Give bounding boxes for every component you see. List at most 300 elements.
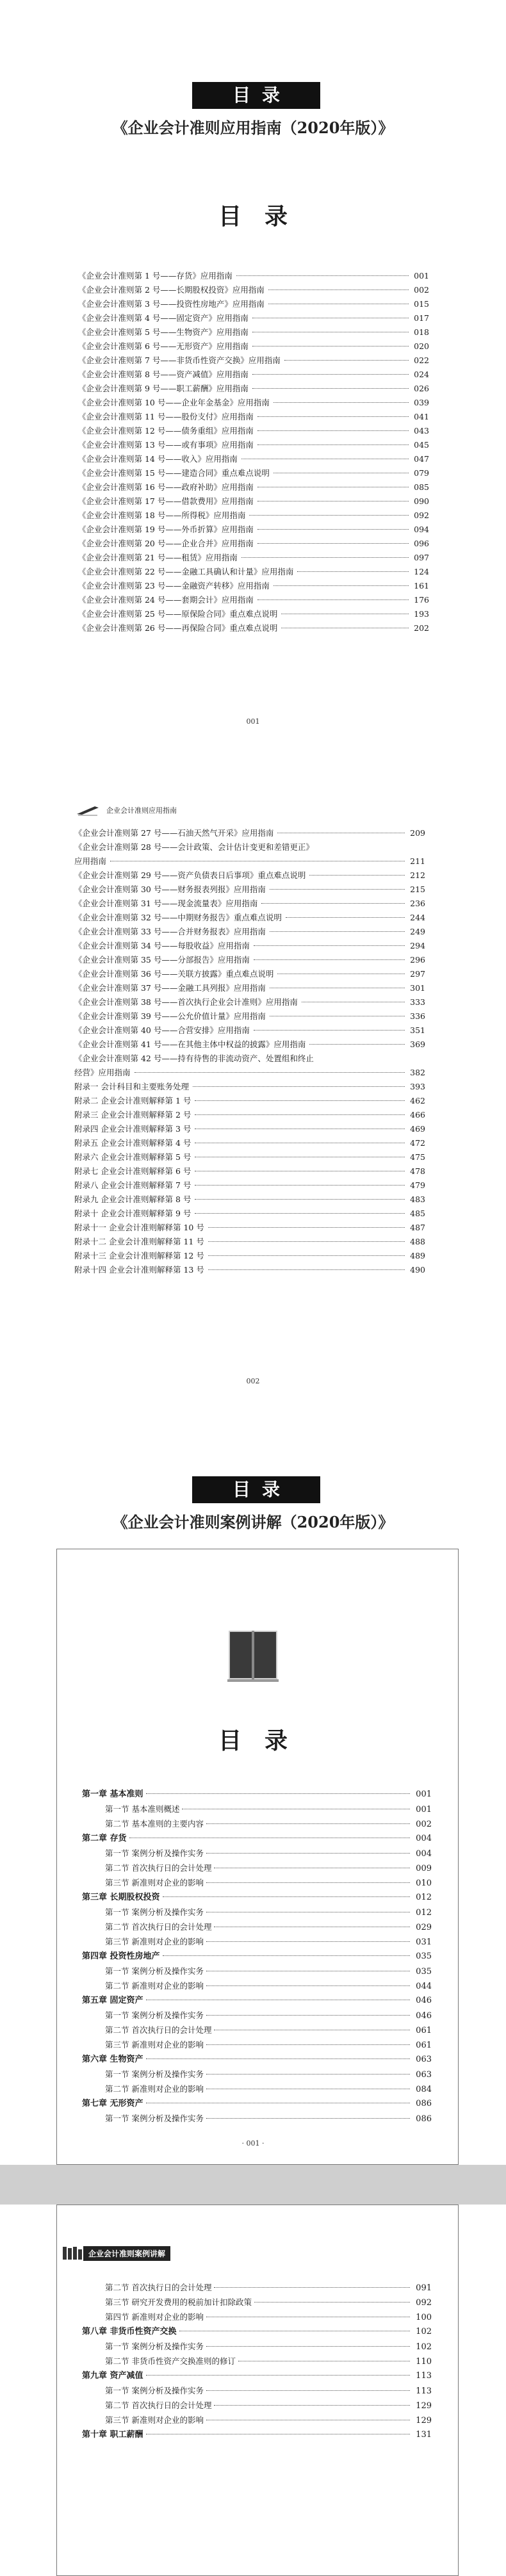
toc-entry-page: 129 [416,2416,432,2425]
toc-entry-page: 483 [410,1194,425,1204]
toc-entry-title: 第一节 案例分析及操作实务 [105,1907,204,1917]
toc-entry [78,438,429,452]
toc-entry [74,1066,425,1080]
running-head-1 [76,804,177,817]
toc-entry [78,494,429,509]
toc-section [82,2082,432,2096]
dot-leader [206,1985,410,1986]
dot-leader [206,2044,410,2045]
toc-entry-title: 第六章 生物资产 [82,2055,143,2064]
toc-entry-page: 488 [410,1237,425,1246]
toc-entry [74,1249,425,1263]
dot-leader [270,931,405,932]
toc-section [82,1905,432,1920]
toc-entry-title: 《企业会计准则第 14 号——收入》应用指南 [78,454,238,464]
toc-entry-page: 113 [416,2386,432,2396]
toc-entry-page: 043 [414,426,429,436]
toc-entry-title: 第三节 研究开发费用的税前加计扣除政策 [105,2297,252,2307]
dot-leader [214,2287,410,2288]
toc-entry-title: 附录十 企业会计准则解释第 9 号 [74,1209,192,1218]
dot-leader [208,1227,405,1228]
toc-entry [74,981,425,995]
dot-leader [208,1269,405,1270]
toc-entry-page: 209 [410,828,425,838]
toc-entry [74,1164,425,1178]
dot-leader [254,945,405,946]
toc-entry [74,967,425,981]
dot-leader [163,1896,410,1897]
toc-entry [74,1136,425,1150]
toc-entry [74,1178,425,1193]
toc-entry-title: 第四节 新准则对企业的影响 [105,2312,204,2322]
toc-entry-title: 《企业会计准则第 36 号——关联方披露》重点难点说明 [74,969,274,979]
toc-entry [78,410,429,424]
toc-entry [74,925,425,939]
dot-leader [273,402,409,403]
toc-entry [78,297,429,311]
toc-entry-title: 附录十四 企业会计准则解释第 13 号 [74,1265,204,1275]
toc-entry-page: 294 [410,941,425,950]
toc-entry-page: 466 [410,1110,425,1120]
toc-entry-page: 047 [414,454,429,464]
book-title-1: 《企业会计准则应用指南（2020年版）》 [112,118,394,137]
toc-entry-page: 031 [416,1937,432,1947]
toc-entry-page: 129 [416,2401,432,2411]
toc-entry-title: 附录六 企业会计准则解释第 5 号 [74,1152,192,1162]
toc-entry-page: 061 [416,2026,432,2035]
toc-entry [74,939,425,953]
dot-leader [193,1086,405,1087]
toc-entry [74,1193,425,1207]
toc-section [82,1875,432,1890]
toc-entry-page: 487 [410,1223,425,1232]
toc-entry [78,339,429,354]
toc-entry-title: 附录一 会计科目和主要账务处理 [74,1082,189,1091]
dot-leader [270,889,405,890]
toc-entry-page: 004 [416,1849,432,1859]
toc-entry-page: 094 [414,525,429,534]
toc-entry-title: 《企业会计准则第 34 号——每股收益》应用指南 [74,941,250,950]
dot-leader [206,2074,410,2075]
page-number-1: 001 [246,717,260,726]
toc-entry-title: 第二节 首次执行日的会计处理 [105,1863,212,1873]
toc-entry [78,269,429,283]
toc-section [82,1934,432,1949]
toc-section [82,2023,432,2037]
toc-banner-2: 目录 [192,1476,320,1503]
toc-entry [78,283,429,297]
book-icon [221,1627,285,1684]
toc-entry [74,883,425,897]
dot-leader [195,1213,405,1214]
toc-entry [78,325,429,339]
toc-chapter [82,1787,432,1802]
toc-entry [74,1023,425,1038]
toc-banner-1: 目录 [192,82,320,109]
toc-entry-page: 382 [410,1068,425,1077]
toc-entry-page: 009 [416,1864,432,1873]
toc-entry [74,1052,425,1066]
toc-entry-title: 附录三 企业会计准则解释第 2 号 [74,1110,192,1120]
toc-entry-page: 012 [416,1908,432,1918]
dot-leader [206,1882,410,1883]
toc-entry-page: 202 [414,623,429,633]
running-head-2 [61,2246,170,2261]
toc-chapter [82,2096,432,2111]
toc-entry-page: 102 [416,2327,432,2336]
toc-entry-title: 《企业会计准则第 5 号——生物资产》应用指南 [78,327,249,337]
toc-entry-title: 第三节 新准则对企业的影响 [105,1937,204,1946]
toc-entry [78,480,429,494]
dot-leader [146,1793,410,1794]
toc-entry-title: 第二节 首次执行日的会计处理 [105,2401,212,2410]
toc-section [82,1861,432,1875]
toc-entry-title: 《企业会计准则第 38 号——首次执行企业会计准则》应用指南 [74,997,298,1007]
toc-entry-page: 001 [416,1805,432,1814]
toc-entry-page: 479 [410,1180,425,1190]
toc-entry-page: 086 [416,2099,432,2108]
toc-entry [78,621,429,635]
toc-entry-title: 《企业会计准则第 37 号——金融工具列报》应用指南 [74,983,266,993]
toc-section [82,1802,432,1816]
toc-entry-title: 第三节 新准则对企业的影响 [105,1878,204,1887]
toc-entry [78,466,429,480]
toc-entry-title: 第七章 无形资产 [82,2099,143,2108]
dot-leader [252,388,409,389]
toc-entry-page: 024 [414,370,429,379]
toc-section [82,1920,432,1934]
page-number-3: · 001 · [241,2139,265,2148]
toc-section [82,2339,432,2354]
toc-entry [74,995,425,1009]
toc-entry-page: 061 [416,2041,432,2050]
toc-entry [78,368,429,382]
toc-entry-title: 《企业会计准则第 4 号——固定资产》应用指南 [78,313,249,323]
toc-entry [78,382,429,396]
toc-section [82,2295,432,2310]
toc-chapter [82,1993,432,2008]
toc-entry-title: 第二节 基本准则的主要内容 [105,1819,204,1829]
toc-entry-title: 附录十二 企业会计准则解释第 11 号 [74,1237,204,1246]
toc-entry-title: 《企业会计准则第 39 号——公允价值计量》应用指南 [74,1011,266,1021]
toc-entry-page: 092 [414,510,429,520]
toc-entry-title: 第三章 长期股权投资 [82,1893,160,1902]
toc-chapter [82,2052,432,2067]
toc-entry-title: 《企业会计准则第 18 号——所得税》应用指南 [78,510,246,520]
toc-entry-page: 092 [416,2298,432,2308]
toc-entry-title: 《企业会计准则第 20 号——企业合并》应用指南 [78,539,254,548]
toc-entry-page: 244 [410,913,425,922]
toc-entry-title: 第一节 基本准则概述 [105,1804,180,1814]
toc-entry-page: 102 [416,2342,432,2352]
dot-leader [257,599,409,600]
toc-section [82,1846,432,1861]
toc-entry-title: 《企业会计准则第 40 号——合营安排》应用指南 [74,1025,250,1035]
toc-entry-page: 369 [410,1039,425,1049]
toc-entry-page: 100 [416,2313,432,2322]
toc-entry-title: 第四章 投资性房地产 [82,1952,160,1961]
toc-entry-title: 第八章 非货币性资产交换 [82,2327,177,2336]
toc-entry-title: 附录十一 企业会计准则解释第 10 号 [74,1223,204,1232]
toc-section [82,1816,432,1831]
toc-entry [74,953,425,967]
toc-entry-title: 第十章 职工薪酬 [82,2430,143,2440]
toc-entry-title: 第二节 首次执行日的会计处理 [105,1922,212,1932]
toc-entry-page: 017 [414,313,429,323]
toc-entry-page: 490 [410,1265,425,1275]
dot-leader [146,2058,410,2059]
toc-heading-2: 目录 [218,1727,311,1754]
toc-entry [74,1263,425,1277]
toc-entry-page: 113 [416,2371,432,2381]
toc-entry-page: 020 [414,341,429,351]
dot-leader [206,2390,410,2391]
toc-entry-title: 《企业会计准则第 17 号——借款费用》应用指南 [78,496,254,506]
toc-section [82,2383,432,2398]
toc-entry-title: 《企业会计准则第 26 号——再保险合同》重点难点说明 [78,623,278,633]
toc-entry-title: 第一节 案例分析及操作实务 [105,2342,204,2351]
pen-logo-icon [76,804,101,817]
toc-entry [78,396,429,410]
dot-leader [257,416,409,417]
toc-entry-title: 《企业会计准则第 16 号——政府补助》应用指南 [78,482,254,492]
running-head-title: 企业会计准则案例讲解 [83,2246,170,2261]
dot-leader [257,529,409,530]
dot-leader [206,1823,410,1824]
toc-entry-title: 第二章 存货 [82,1834,127,1843]
dot-leader [214,2405,410,2406]
toc-entry-title: 附录七 企业会计准则解释第 6 号 [74,1166,192,1176]
dot-leader [163,1955,410,1956]
dot-leader [257,543,409,544]
toc-section [82,2413,432,2427]
toc-entry [78,565,429,579]
page-number-2: 002 [246,1377,260,1385]
toc-entry [74,911,425,925]
toc-section [82,1964,432,1978]
toc-entry-page: 336 [410,1011,425,1021]
dot-leader [297,571,409,572]
toc-entry-title: 《企业会计准则第 13 号——或有事项》应用指南 [78,440,254,450]
toc-entry-page: 472 [410,1138,425,1148]
toc-entry-page: 215 [410,884,425,894]
toc-entry [74,1207,425,1221]
dot-leader [273,585,409,586]
toc-list-2 [74,826,425,1277]
toc-entry-title: 附录二 企业会计准则解释第 1 号 [74,1096,192,1105]
toc-entry [78,424,429,438]
toc-entry-title: 第一节 案例分析及操作实务 [105,2069,204,2079]
toc-section [82,1978,432,1993]
dot-leader [257,444,409,445]
toc-entry-page: 469 [410,1124,425,1134]
toc-entry [74,897,425,911]
toc-entry-page: 022 [414,355,429,365]
dot-leader [254,959,405,960]
toc-entry-title: 第二节 首次执行日的会计处理 [105,2025,212,2035]
toc-entry-page: 029 [416,1923,432,1932]
dot-leader [195,1185,405,1186]
toc-entry-title: 附录四 企业会计准则解释第 3 号 [74,1124,192,1134]
dot-leader [146,2375,410,2376]
dot-leader [252,374,409,375]
dot-leader [195,1100,405,1101]
toc-entry-title: 《企业会计准则第 32 号——中期财务报告》重点难点说明 [74,913,282,922]
toc-entry-page: 297 [410,969,425,979]
dot-leader [135,1072,405,1073]
toc-entry-page: 039 [414,398,429,407]
toc-entry-title: 《企业会计准则第 9 号——职工薪酬》应用指南 [78,384,249,393]
toc-entry-title: 附录五 企业会计准则解释第 4 号 [74,1138,192,1148]
toc-list-4 [82,2280,432,2442]
dot-leader [249,515,409,516]
toc-entry-page: 010 [416,1879,432,1888]
toc-entry-title: 经营》应用指南 [74,1068,131,1077]
toc-entry-page: 063 [416,2055,432,2064]
toc-entry-page: 301 [410,983,425,993]
toc-entry-page: 161 [414,581,429,591]
toc-entry-title: 《企业会计准则第 12 号——债务重组》应用指南 [78,426,254,436]
toc-entry [74,840,425,854]
toc-entry [74,1080,425,1094]
dot-leader [257,430,409,431]
toc-chapter [82,2427,432,2442]
toc-entry-title: 《企业会计准则第 15 号——建造合同》重点难点说明 [78,468,270,478]
toc-section [82,2037,432,2052]
dot-leader [309,1044,405,1045]
toc-entry-page: 485 [410,1209,425,1218]
dot-leader [206,2346,410,2347]
toc-entry-page: 015 [414,299,429,309]
toc-entry [78,537,429,551]
toc-entry-page: 236 [410,899,425,908]
toc-entry-page: 096 [414,539,429,548]
toc-entry-page: 489 [410,1251,425,1260]
dot-leader [195,1199,405,1200]
toc-entry [78,509,429,523]
toc-entry-page: 046 [416,1996,432,2005]
running-head-title: 企业会计准则应用指南 [106,806,177,815]
toc-entry [74,826,425,840]
toc-entry-page: 249 [410,927,425,936]
page-gap [0,2165,506,2205]
toc-entry-title: 第九章 资产减值 [82,2371,143,2381]
toc-entry-title: 《企业会计准则第 2 号——长期股权投资》应用指南 [78,285,265,295]
toc-entry-page: 193 [414,609,429,619]
toc-entry-title: 《企业会计准则第 19 号——外币折算》应用指南 [78,525,254,534]
toc-entry-page: 001 [414,271,429,281]
toc-entry-title: 第三节 新准则对企业的影响 [105,2415,204,2425]
toc-list-3 [82,1787,432,2126]
toc-entry-page: 002 [416,1820,432,1829]
toc-entry-page: 012 [416,1893,432,1902]
toc-entry [78,607,429,621]
toc-entry-title: 《企业会计准则第 3 号——投资性房地产》应用指南 [78,299,265,309]
toc-entry-title: 附录十三 企业会计准则解释第 12 号 [74,1251,204,1260]
toc-entry [74,1094,425,1108]
toc-entry-title: 第一节 案例分析及操作实务 [105,1966,204,1976]
toc-entry-title: 第二节 首次执行日的会计处理 [105,2283,212,2292]
toc-section [82,2008,432,2023]
toc-entry-title: 《企业会计准则第 25 号——原保险合同》重点难点说明 [78,609,278,619]
toc-entry [78,452,429,466]
toc-list-1 [78,269,429,635]
toc-entry [74,854,425,868]
toc-entry-page: 296 [410,955,425,965]
dot-leader [284,360,409,361]
toc-entry-page: 097 [414,553,429,562]
toc-entry-title: 附录九 企业会计准则解释第 8 号 [74,1194,192,1204]
toc-entry-title: 《企业会计准则第 28 号——会计政策、会计估计变更和差错更正》 [74,842,314,852]
dot-leader [236,275,409,276]
dot-leader [261,903,405,904]
toc-entry [74,1009,425,1023]
toc-entry-page: 041 [414,412,429,421]
toc-entry [78,523,429,537]
toc-section [82,2067,432,2082]
dot-leader [309,875,405,876]
dot-leader [206,1853,410,1854]
toc-entry-title: 《企业会计准则第 6 号——无形资产》应用指南 [78,341,249,351]
toc-entry-page: 004 [416,1834,432,1843]
dot-leader [286,917,405,918]
toc-entry-page: 124 [414,567,429,576]
toc-entry-title: 第一节 案例分析及操作实务 [105,2386,204,2395]
toc-entry-title: 《企业会计准则第 24 号——套期会计》应用指南 [78,595,254,605]
toc-entry [74,1150,425,1164]
toc-entry-page: 462 [410,1096,425,1105]
toc-entry-title: 《企业会计准则第 41 号——在其他主体中权益的披露》应用指南 [74,1039,306,1049]
dot-leader [254,1030,405,1031]
toc-entry-title: 第一节 案例分析及操作实务 [105,2010,204,2020]
toc-entry-page: 084 [416,2085,432,2094]
toc-entry [78,579,429,593]
toc-entry [78,354,429,368]
toc-entry-title: 《企业会计准则第 8 号——资产减值》应用指南 [78,370,249,379]
toc-section [82,2280,432,2295]
dot-leader [208,1255,405,1256]
toc-entry-title: 第一节 案例分析及操作实务 [105,2114,204,2123]
book-title-2: 《企业会计准则案例讲解（2020年版）》 [112,1513,394,1531]
toc-entry-page: 046 [416,2011,432,2021]
toc-entry-title: 第一节 案例分析及操作实务 [105,1848,204,1858]
toc-entry-page: 035 [416,1952,432,1961]
toc-entry-page: 035 [416,1967,432,1977]
toc-entry-title: 《企业会计准则第 29 号——资产负债表日后事项》重点难点说明 [74,870,306,880]
toc-entry-title: 第二节 新准则对企业的影响 [105,1981,204,1991]
toc-entry-page: 001 [416,1789,432,1799]
toc-section [82,2354,432,2368]
toc-entry-title: 第一章 基本准则 [82,1789,143,1799]
toc-entry [78,311,429,325]
toc-heading-1: 目录 [218,203,311,230]
dot-leader [206,2015,410,2016]
toc-entry-title: 《企业会计准则第 22 号——金融工具确认和计量》应用指南 [78,567,294,576]
toc-entry-title: 《企业会计准则第 21 号——租赁》应用指南 [78,553,238,562]
toc-entry-page: 026 [414,384,429,393]
toc-entry-title: 《企业会计准则第 35 号——分部报告》应用指南 [74,955,250,965]
toc-entry-page: 110 [416,2357,432,2367]
toc-entry-title: 第三节 新准则对企业的影响 [105,2040,204,2050]
toc-section [82,2398,432,2413]
dot-leader [206,2118,410,2119]
toc-chapter [82,2324,432,2339]
toc-entry [78,551,429,565]
toc-entry-page: 211 [410,856,425,866]
dot-leader [268,289,409,290]
toc-entry [74,1108,425,1122]
toc-chapter [82,1890,432,1905]
